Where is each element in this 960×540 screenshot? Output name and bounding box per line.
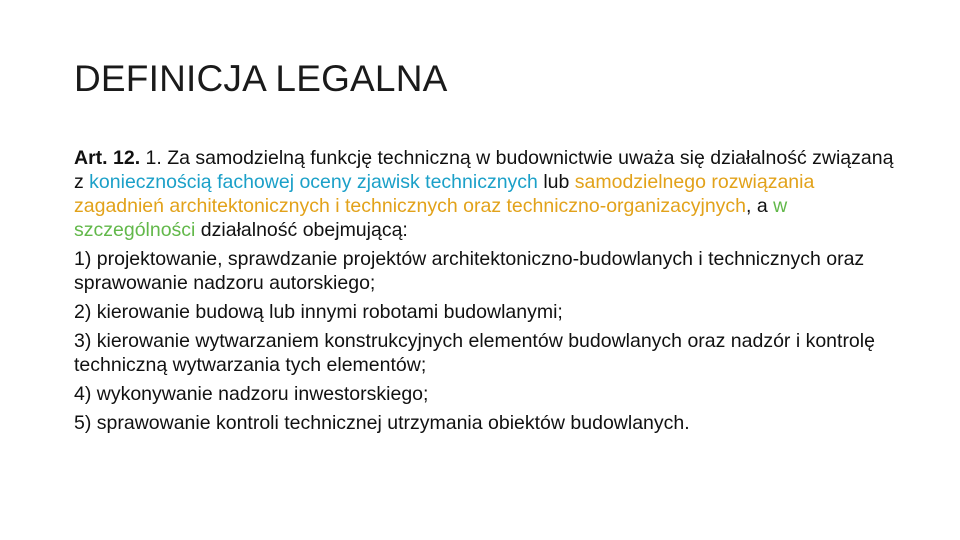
highlight-blue: koniecznością fachowej oceny zjawisk technicznych xyxy=(89,171,538,193)
article-number: Art. 12. xyxy=(74,147,141,169)
list-item-3: 3) kierowanie wytwarzaniem konstrukcyjnych elementów budowlanych oraz nadzór i kontrolę techniczną wytwarzania tych elementów; xyxy=(74,330,875,376)
article-text-1: 1. Za samodzielną funkcję techniczną w budownictwie uważa się działalność związaną z xyxy=(74,147,894,193)
list-item-1: 1) projektowanie, sprawdzanie projektów architektoniczno-budowlanych i technicznych oraz sprawowanie nadzoru autorskiego; xyxy=(74,248,865,294)
slide-title: DEFINICJA LEGALNA xyxy=(74,58,448,99)
list-item-4: 4) wykonywanie nadzoru inwestorskiego; xyxy=(74,383,429,405)
article-text-3: , a xyxy=(746,195,774,217)
article-paragraph xyxy=(74,146,894,242)
list-item-5: 5) sprawowanie kontroli technicznej utrzymania obiektów budowlanych. xyxy=(74,412,690,434)
list-item-2: 2) kierowanie budową lub innymi robotami budowlanymi; xyxy=(74,301,563,323)
slide-body xyxy=(74,146,894,440)
highlight-green: w szczególności xyxy=(74,195,788,241)
article-text-2: lub xyxy=(537,171,575,193)
article-text-4: działalność obejmującą: xyxy=(195,219,408,241)
highlight-orange: samodzielnego rozwiązania zagadnień architektonicznych i technicznych oraz techniczno-organizacyjnych xyxy=(74,171,815,217)
